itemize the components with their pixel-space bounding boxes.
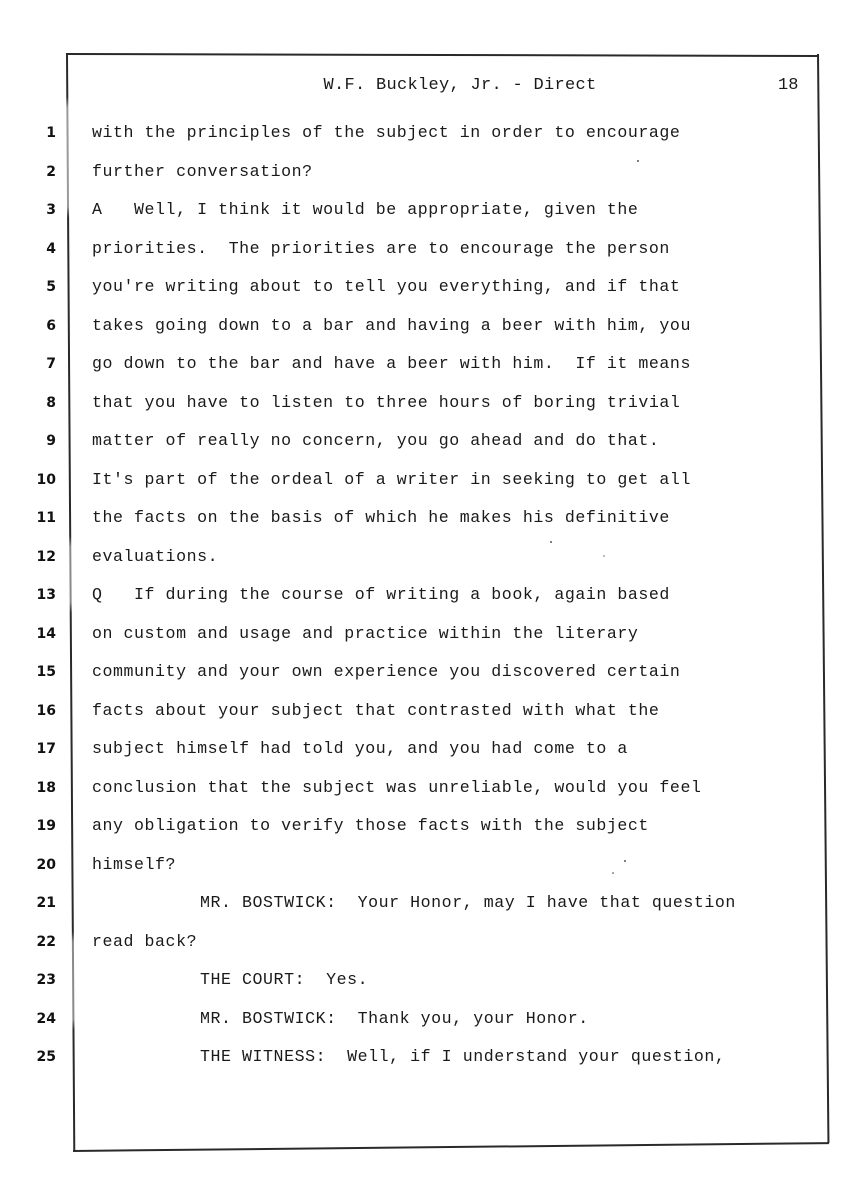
transcript-line: facts about your subject that contrasted with what the (92, 700, 660, 720)
transcript-line: conclusion that the subject was unreliable, would you feel (92, 777, 702, 797)
transcript-line: It's part of the ordeal of a writer in seeking to get all (92, 469, 691, 489)
page-frame-left-border (66, 53, 75, 1151)
line-number: 5 (46, 279, 56, 295)
transcript-line: evaluations. (92, 546, 219, 566)
page-frame-top-border (66, 53, 818, 57)
scan-speck (550, 541, 552, 543)
transcript-line-speaker: MR. BOSTWICK: Thank you, your Honor. (200, 1008, 589, 1028)
transcript-line: on custom and usage and practice within the literary (92, 623, 639, 643)
line-number: 23 (36, 972, 56, 988)
line-number: 21 (36, 895, 56, 911)
page-number: 18 (778, 76, 799, 95)
page-header-title: W.F. Buckley, Jr. - Direct (323, 76, 597, 95)
line-number: 15 (36, 664, 56, 680)
transcript-line: further conversation? (92, 161, 313, 181)
line-number: 18 (36, 779, 56, 796)
transcript-line: any obligation to verify those facts with the subject (92, 816, 649, 835)
scan-speck (603, 555, 605, 557)
line-number: 9 (46, 433, 56, 449)
line-number: 4 (46, 240, 56, 257)
line-number: 24 (36, 1010, 56, 1027)
transcript-line-speaker: MR. BOSTWICK: Your Honor, may I have that question (200, 893, 736, 912)
line-number: 6 (46, 317, 56, 334)
transcript-line: A Well, I think it would be appropriate, given the (92, 200, 639, 219)
line-number: 3 (46, 202, 56, 218)
transcript-line: matter of really no concern, you go ahead and do that. (92, 431, 660, 450)
line-number: 16 (36, 702, 56, 719)
transcript-line: the facts on the basis of which he makes his definitive (92, 508, 670, 527)
transcript-line: with the principles of the subject in order to encourage (92, 123, 681, 142)
transcript-line: that you have to listen to three hours of boring trivial (92, 392, 681, 412)
line-number: 20 (36, 856, 56, 873)
scan-speck (624, 860, 626, 862)
line-number: 13 (36, 587, 56, 603)
scan-speck (637, 160, 639, 162)
line-number: 22 (36, 933, 56, 950)
line-number: 25 (36, 1049, 56, 1065)
line-number: 10 (36, 471, 56, 488)
line-number: 2 (46, 163, 56, 180)
line-number: 1 (46, 125, 56, 141)
page-frame-bottom-border (73, 1142, 829, 1152)
line-number: 14 (36, 625, 56, 642)
scan-speck (612, 872, 614, 874)
line-number: 11 (36, 510, 56, 526)
transcript-line: subject himself had told you, and you had come to a (92, 739, 628, 758)
line-number-column (22, 121, 56, 1084)
line-number: 8 (46, 394, 56, 411)
transcript-line: priorities. The priorities are to encourage the person (92, 238, 670, 258)
transcript-line: read back? (92, 931, 198, 951)
transcript-line: himself? (92, 854, 177, 874)
transcript-line: takes going down to a bar and having a beer with him, you (92, 315, 691, 335)
transcript-body (92, 121, 822, 1084)
line-number: 12 (36, 548, 56, 565)
transcript-line-speaker: THE COURT: Yes. (200, 970, 369, 989)
line-number: 17 (36, 741, 56, 757)
transcript-line-speaker: THE WITNESS: Well, if I understand your question, (200, 1047, 726, 1066)
transcript-line: you're writing about to tell you everything, and if that (92, 277, 681, 296)
transcript-line: community and your own experience you discovered certain (92, 662, 681, 681)
transcript-line: Q If during the course of writing a book, again based (92, 585, 670, 604)
line-number: 19 (36, 818, 56, 834)
line-number: 7 (46, 356, 56, 372)
transcript-line: go down to the bar and have a beer with him. If it means (92, 354, 691, 373)
